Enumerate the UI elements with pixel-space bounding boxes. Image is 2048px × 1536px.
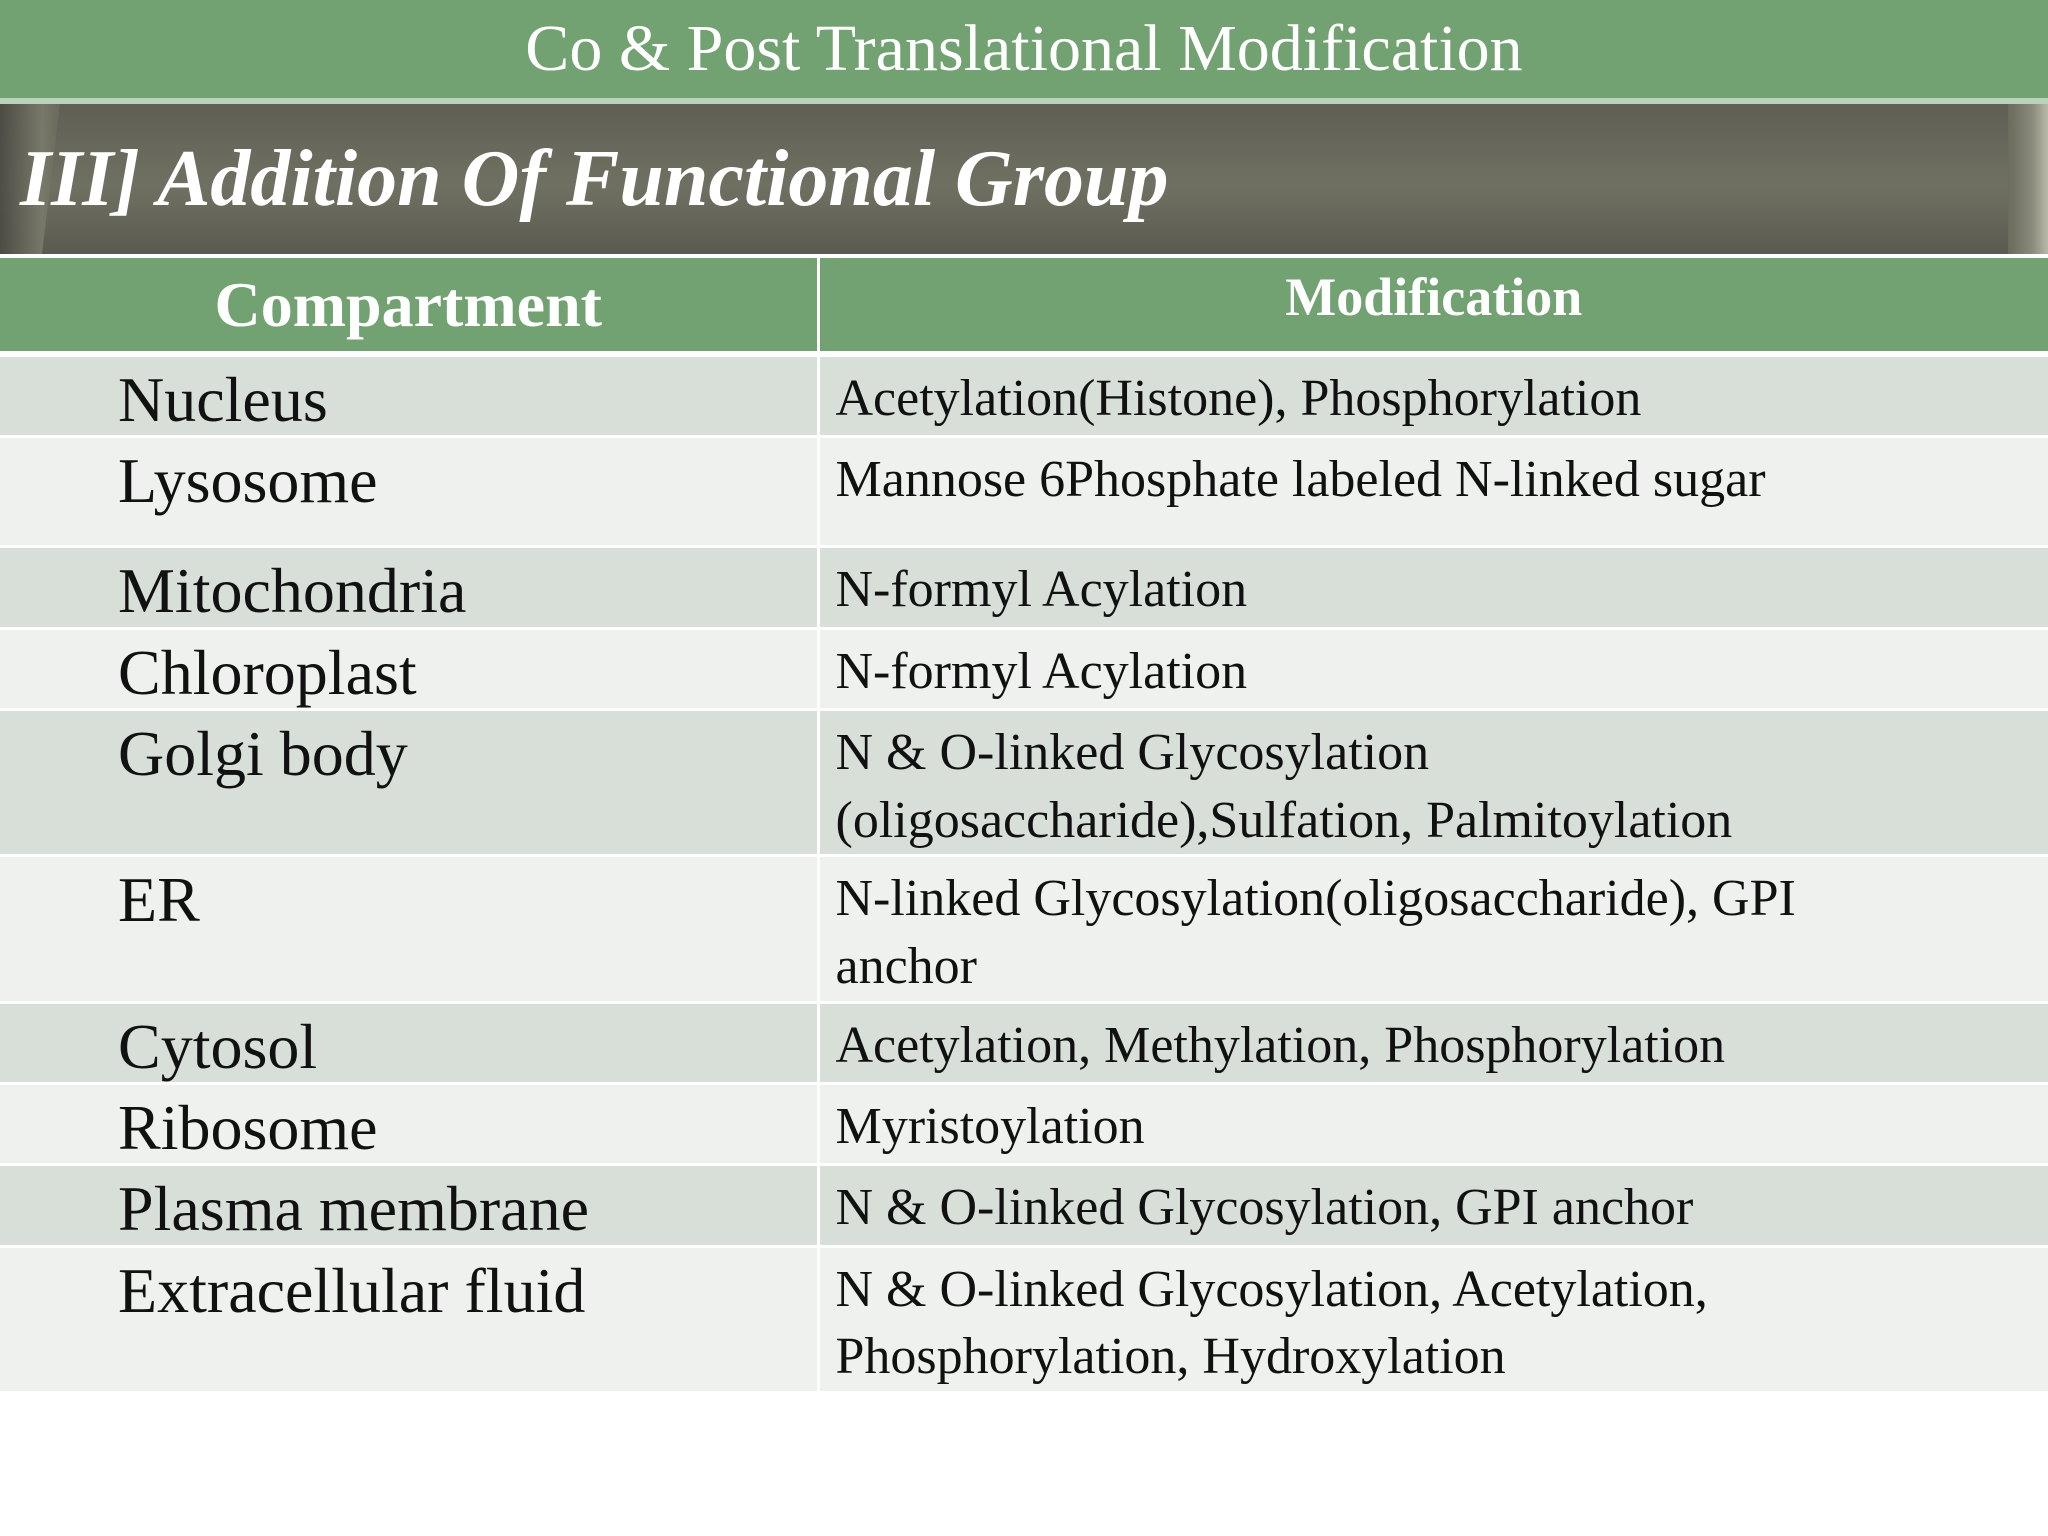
table-row (0, 437, 2048, 547)
cell-modification: N-linked Glycosylation(oligosaccharide), GPI anchor (818, 856, 2048, 1002)
cell-modification: N & O-linked Glycosylation, Acetylation, Phosphorylation, Hydroxylation (818, 1246, 2048, 1392)
cell-modification: N & O-linked Glycosylation, GPI anchor (818, 1165, 2048, 1246)
table-row (0, 628, 2048, 709)
table-row (0, 710, 2048, 856)
cell-modification: N-formyl Acylation (818, 547, 2048, 628)
modification-table-wrapper (0, 254, 2048, 1536)
cell-compartment: Lysosome (0, 437, 818, 547)
table-row (0, 547, 2048, 628)
cell-compartment: Mitochondria (0, 547, 818, 628)
header-compartment: Compartment (0, 256, 818, 354)
table-row (0, 354, 2048, 437)
table-row (0, 1083, 2048, 1164)
cell-modification: N-formyl Acylation (818, 628, 2048, 709)
table-row (0, 856, 2048, 1002)
subtitle-bar (0, 104, 2048, 254)
cell-compartment: Chloroplast (0, 628, 818, 709)
table-header-row (0, 256, 2048, 354)
table-row (0, 1246, 2048, 1392)
cell-modification: Acetylation(Histone), Phosphorylation (818, 354, 2048, 437)
slide-subtitle: III] Addition Of Functional Group (20, 135, 1169, 223)
cell-modification: Acetylation, Methylation, Phosphorylation (818, 1002, 2048, 1083)
cell-compartment: Plasma membrane (0, 1165, 818, 1246)
cell-compartment: Ribosome (0, 1083, 818, 1164)
cell-compartment: Cytosol (0, 1002, 818, 1083)
cell-compartment: Extracellular fluid (0, 1246, 818, 1392)
cell-compartment: Nucleus (0, 354, 818, 437)
header-modification: Modification (818, 256, 2048, 354)
decorative-curve-right (2008, 104, 2048, 254)
cell-compartment: ER (0, 856, 818, 1002)
table-row (0, 1165, 2048, 1246)
cell-modification: Myristoylation (818, 1083, 2048, 1164)
cell-modification: N & O-linked Glycosylation (oligosaccharide),Sulfation, Palmitoylation (818, 710, 2048, 856)
table-row (0, 1002, 2048, 1083)
cell-compartment: Golgi body (0, 710, 818, 856)
cell-modification: Mannose 6Phosphate labeled N-linked sugar (818, 437, 2048, 547)
modification-table (0, 254, 2048, 1394)
banner-title: Co & Post Translational Modification (0, 0, 2048, 104)
